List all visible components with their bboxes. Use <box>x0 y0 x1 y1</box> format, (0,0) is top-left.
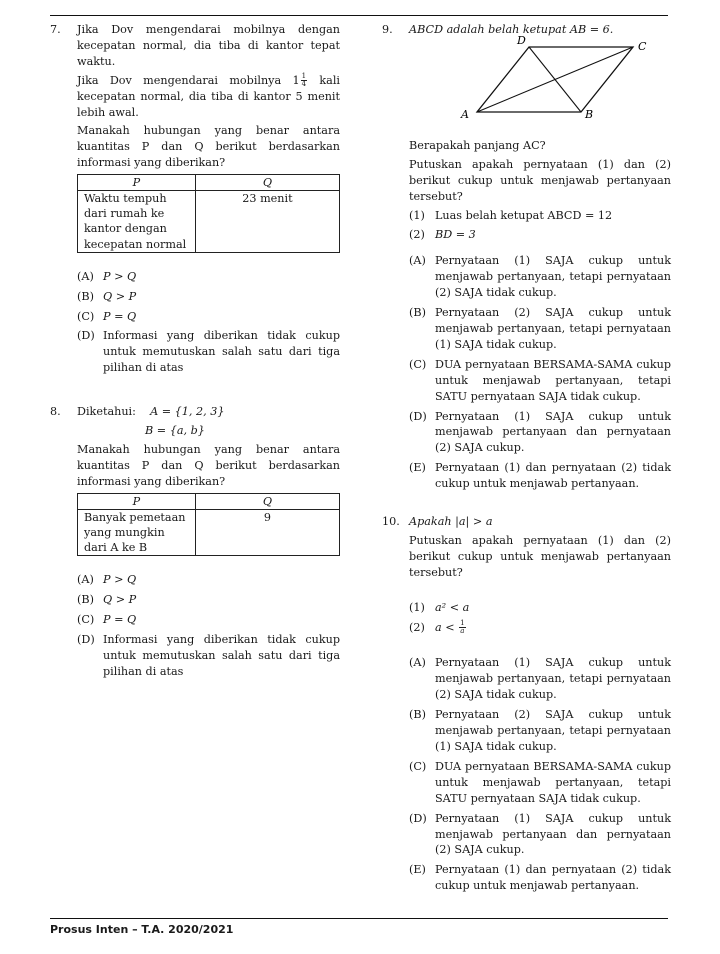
p-value: Waktu tempuh dari rumah ke kantor dengan kecepatan normal <box>78 191 196 252</box>
rhombus-diagram <box>455 33 655 132</box>
option-a[interactable]: (A) P > Q <box>77 269 137 283</box>
q-value: 9 <box>195 509 339 555</box>
q7-line1: Jika Dov mengendarai mobilnya dengan kecepatan normal, dia tiba di kantor tepat waktu. <box>77 23 340 68</box>
statement-1: (1) Luas belah ketupat ABCD = 12 <box>409 208 613 222</box>
p-value: Banyak pemetaan yang mungkin dari A ke B <box>78 509 196 555</box>
fraction: $\frac{1}{a}$ <box>460 619 465 636</box>
vertex-label-c: C <box>638 39 647 53</box>
answer-options <box>77 269 340 376</box>
question-10 <box>382 514 671 894</box>
q7-line2: Jika Dov mengendarai mobilnya 1 $\frac{1}{4}$ kali kecepatan normal, dia tiba di kantor 5 menit lebih awal. <box>77 72 340 119</box>
quantity-table <box>77 174 340 253</box>
statement-2: (2) BD = 3 <box>409 228 476 242</box>
option-b[interactable]: (B) Q > P <box>77 289 137 303</box>
q9-question: Berapakah panjang AC? <box>409 138 546 152</box>
vertex-label-d: D <box>517 33 526 47</box>
diagonal-bd <box>529 47 581 112</box>
set-a: A = {1, 2, 3} <box>150 405 225 419</box>
q7-prompt: Manakah hubungan yang benar antara kuantitas P dan Q berikut berdasarkan informasi yang diberikan? <box>77 124 340 170</box>
top-rule <box>50 15 668 16</box>
option-e[interactable]: (E) Pernyataan (1) dan pernyataan (2) tidak cukup untuk menjawab pertanyaan. <box>409 461 671 491</box>
option-b[interactable]: (B) Pernyataan (2) SAJA cukup untuk menjawab pertanyaan, tetapi pernyataan (1) SAJA tidak cukup. <box>409 708 671 753</box>
statement-1: (1) a² < a <box>409 600 470 614</box>
option-b[interactable]: (B) Q > P <box>77 593 137 607</box>
col-header-p: P <box>78 175 196 191</box>
q10-instruction: Putuskan apakah pernyataan (1) dan (2) berikut cukup untuk menjawab pertanyaan tersebut? <box>409 533 671 579</box>
question-number: 7. <box>50 23 61 36</box>
option-d[interactable]: (D) Pernyataan (1) SAJA cukup untuk menjawab pertanyaan dan pernyataan (2) SAJA cukup. <box>409 409 671 455</box>
col-header-q: Q <box>195 493 339 509</box>
question-9 <box>382 22 671 492</box>
question-number: 8. <box>50 405 61 419</box>
question-number: 10. <box>382 515 400 529</box>
q10-stem: Apakah |a| > a <box>409 515 493 529</box>
left-column <box>50 22 340 684</box>
question-7 <box>50 22 340 376</box>
statement-2: (2) a < $\frac{1}{a}$ <box>409 619 465 636</box>
option-d[interactable]: (D) Informasi yang diberikan tidak cukup untuk memutuskan salah satu dari tiga pilihan di atas <box>77 329 340 375</box>
option-c[interactable]: (C) P = Q <box>77 309 137 323</box>
bottom-rule <box>50 918 668 919</box>
option-c[interactable]: (C) P = Q <box>77 612 137 626</box>
option-c[interactable]: (C) DUA pernyataan BERSAMA-SAMA cukup untuk menjawab pertanyaan, tetapi SATU pernyataan SAJA tidak cukup. <box>409 357 671 403</box>
answer-options <box>409 655 671 894</box>
option-d[interactable]: (D) Informasi yang diberikan tidak cukup untuk memutuskan salah satu dari tiga pilihan di atas <box>77 632 340 678</box>
option-a[interactable]: (A) Pernyataan (1) SAJA cukup untuk menjawab pertanyaan, tetapi pernyataan (2) SAJA tidak cukup. <box>409 656 671 702</box>
q-value: 23 menit <box>195 191 339 252</box>
col-header-q: Q <box>195 175 339 191</box>
vertex-label-a: A <box>461 107 469 121</box>
answer-options <box>77 572 340 679</box>
right-column <box>382 22 671 898</box>
q9-instruction: Putuskan apakah pernyataan (1) dan (2) berikut cukup untuk menjawab pertanyaan tersebut? <box>409 157 671 203</box>
q8-set-b: B = {a, b} <box>145 424 205 438</box>
col-header-p: P <box>78 493 196 509</box>
fraction: $\frac{1}{4}$ <box>301 72 307 89</box>
question-8 <box>50 404 340 679</box>
answer-options <box>409 253 671 492</box>
quantity-table <box>77 493 340 556</box>
option-c[interactable]: (C) DUA pernyataan BERSAMA-SAMA cukup untuk menjawab pertanyaan, tetapi SATU pernyataan SAJA tidak cukup. <box>409 759 671 805</box>
option-e[interactable]: (E) Pernyataan (1) dan pernyataan (2) tidak cukup untuk menjawab pertanyaan. <box>409 863 671 893</box>
q8-prompt: Manakah hubungan yang benar antara kuantitas P dan Q berikut berdasarkan informasi yang diberikan? <box>77 442 340 488</box>
q9-stem: ABCD adalah belah ketupat AB = 6. <box>409 23 614 36</box>
option-d[interactable]: (D) Pernyataan (1) SAJA cukup untuk menjawab pertanyaan dan pernyataan (2) SAJA cukup. <box>409 811 671 857</box>
option-b[interactable]: (B) Pernyataan (2) SAJA cukup untuk menjawab pertanyaan, tetapi pernyataan (1) SAJA tidak cukup. <box>409 306 671 351</box>
question-number: 9. <box>382 23 393 36</box>
option-a[interactable]: (A) Pernyataan (1) SAJA cukup untuk menjawab pertanyaan, tetapi pernyataan (2) SAJA tidak cukup. <box>409 254 671 300</box>
option-a[interactable]: (A) P > Q <box>77 573 137 587</box>
q8-known: Diketahui: A = {1, 2, 3} <box>77 405 225 419</box>
vertex-label-b: B <box>585 107 594 121</box>
page-footer: Prosus Inten – T.A. 2020/2021 <box>50 923 234 936</box>
